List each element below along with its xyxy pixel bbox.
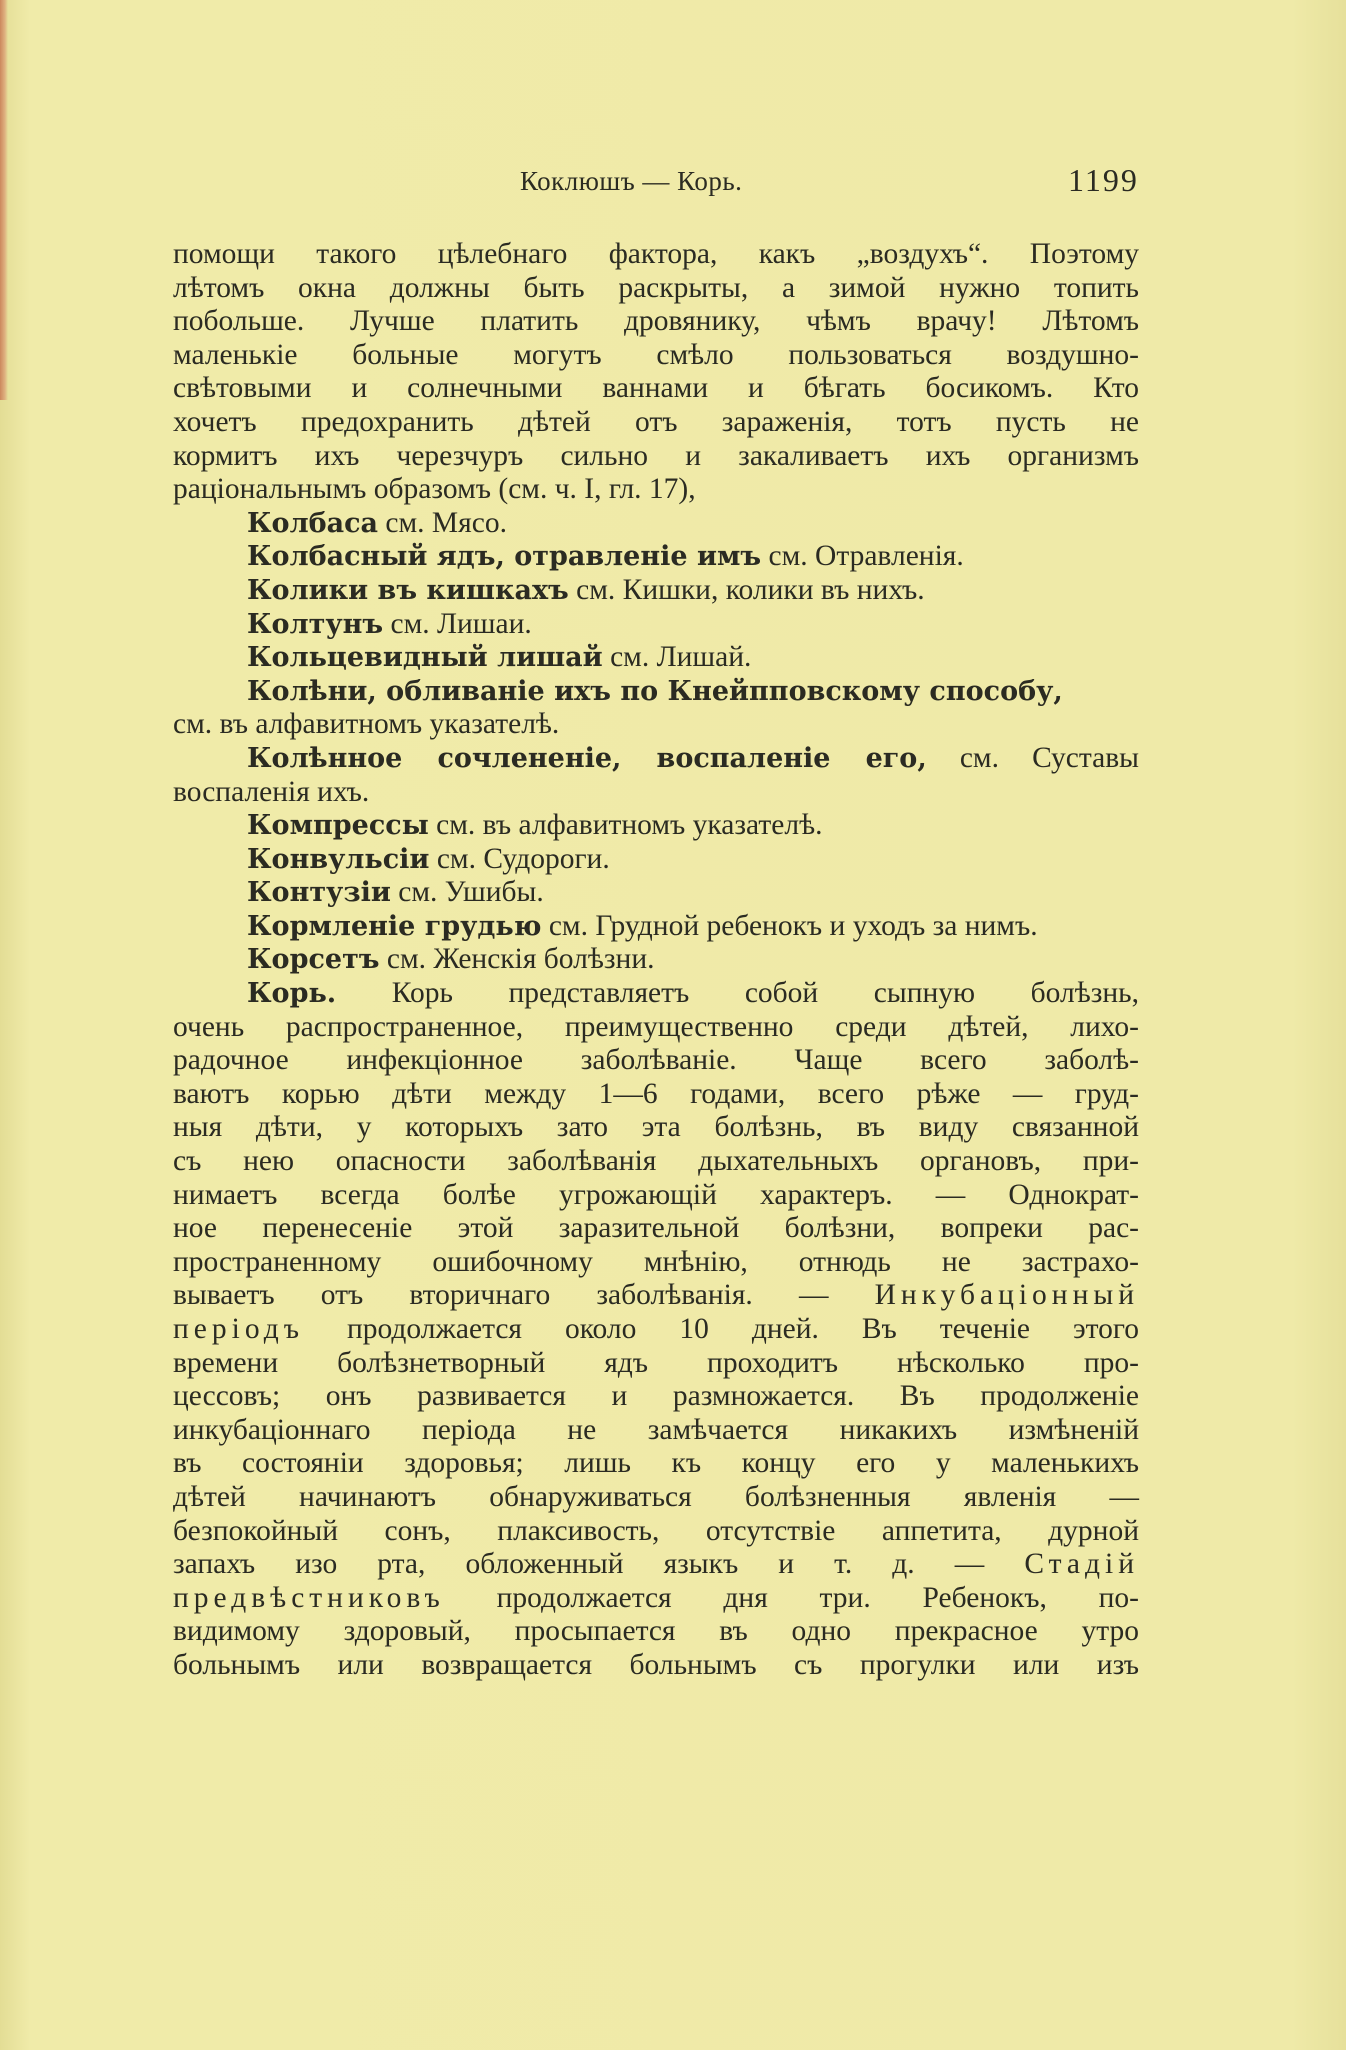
index-entry — [173, 809, 1139, 843]
article-koryu-start — [173, 977, 1139, 1011]
text-line: съ нею опасности заболѣванія дыхательныхъ органовъ, при- — [173, 1145, 1139, 1178]
page-number: 1199 — [1068, 162, 1139, 198]
entry-term: Колбаса — [247, 507, 379, 539]
text-line: ныя дѣти, у которыхъ зато эта болѣзнь, въ виду связанной — [173, 1111, 1139, 1144]
index-entry — [173, 943, 1139, 977]
entry-reference: см. Женскія болѣзни. — [386, 943, 655, 976]
entry-term: Корсетъ — [247, 944, 380, 976]
spaced-term: предвѣстниковъ — [173, 1581, 445, 1614]
text-line — [173, 1279, 1139, 1313]
text-line: инкубаціоннаго періода не замѣчается никакихъ измѣненій — [173, 1413, 1139, 1446]
entry-term: Колбасный ядъ, отравленіе имъ — [247, 541, 762, 573]
text-line: очень распространенное, преимущественно среди дѣтей, лихо- — [173, 1010, 1139, 1043]
text-line: кормитъ ихъ черезчуръ сильно и закаливаетъ ихъ организмъ — [173, 439, 1139, 472]
text-line: въ состояніи здоровья; лишь къ концу его у маленькихъ — [173, 1447, 1139, 1480]
text-line: цессовъ; онъ развивается и размножается. Въ продолженіе — [173, 1380, 1139, 1413]
index-entry — [173, 507, 1139, 541]
index-entry — [173, 742, 1139, 776]
entry-reference: см. Грудной ребенокъ и уходъ за нимъ. — [548, 909, 1038, 942]
text-line: дѣтей начинаютъ обнаруживаться болѣзненныя явленія — — [173, 1480, 1139, 1513]
text-block — [173, 238, 1139, 1683]
entry-reference: см. Лишаи. — [390, 607, 532, 640]
text-segment: продолжается дня три. Ребенокъ, по- — [496, 1581, 1139, 1614]
entry-reference: см. въ алфавитномъ указателѣ. — [436, 809, 823, 842]
entry-term: Компрессы — [247, 810, 429, 842]
text-line: больнымъ или возвращается больнымъ съ прогулки или изъ — [173, 1648, 1139, 1681]
entry-reference: см. Судороги. — [436, 842, 610, 875]
text-line: маленькіе больные могутъ смѣло пользоваться воздушно- — [173, 338, 1139, 371]
entry-reference: см. Суставы — [959, 741, 1139, 774]
text-line: видимому здоровый, просыпается въ одно прекрасное утро — [173, 1615, 1139, 1648]
running-title: Коклюшъ — Корь. — [520, 166, 743, 196]
entry-term: Кольцевидный лишай — [247, 642, 603, 674]
text-line — [173, 1548, 1139, 1582]
spaced-term: періодъ — [173, 1313, 304, 1345]
text-line — [173, 1313, 1139, 1347]
text-segment: запахъ изо рта, обложенный языкъ и т. д. — — [173, 1548, 985, 1581]
entry-term: Колѣнное сочлененіе, воспаленіе его, — [247, 742, 927, 774]
article-text: Корь представляетъ собой сыпную болѣзнь, — [391, 977, 1140, 1010]
text-line: радочное инфекціонное заболѣваніе. Чаще всего заболѣ- — [173, 1044, 1139, 1077]
entry-term: Колѣни, обливаніе ихъ по Кнейпповскому способу, — [247, 675, 1063, 707]
text-line — [173, 1582, 1139, 1616]
text-line: ное перенесеніе этой заразительной болѣзни, вопреки рас- — [173, 1212, 1139, 1245]
text-line: времени болѣзнетворный ядъ проходитъ нѣсколько про- — [173, 1346, 1139, 1379]
text-line: хочетъ предохранить дѣтей отъ зараженія, тотъ пусть не — [173, 405, 1139, 438]
text-line: пространенному ошибочному мнѣнію, отнюдь не застрахо- — [173, 1245, 1139, 1278]
entry-reference: см. Мясо. — [385, 506, 507, 539]
index-entry-continuation: см. въ алфавитномъ указателѣ. — [173, 708, 560, 741]
index-entry-continuation: воспаленія ихъ. — [173, 775, 370, 808]
text-line: нимаетъ всегда болѣе угрожающій характеръ. — Однократ- — [173, 1178, 1139, 1211]
entry-term: Корь. — [247, 978, 337, 1010]
index-entry — [173, 608, 1139, 642]
entry-reference: см. Кишки, колики въ нихъ. — [576, 573, 925, 606]
text-line: ваютъ корью дѣти между 1—6 годами, всего рѣже — груд- — [173, 1077, 1139, 1110]
entry-reference: см. Отравленія. — [768, 540, 964, 573]
text-line: побольше. Лучше платить дровянику, чѣмъ врачу! Лѣтомъ — [173, 305, 1139, 338]
index-entry — [173, 574, 1139, 608]
spaced-term: Инкубаціонный — [874, 1279, 1139, 1312]
text-line: раціональнымъ образомъ (см. ч. I, гл. 17), — [173, 473, 696, 506]
entry-reference: см. Лишай. — [610, 641, 752, 674]
text-line: свѣтовыми и солнечными ваннами и бѣгать босикомъ. Кто — [173, 372, 1139, 405]
text-line: лѣтомъ окна должны быть раскрыты, а зимой нужно топить — [173, 271, 1139, 304]
index-entry — [173, 843, 1139, 877]
entry-reference: см. Ушибы. — [398, 876, 544, 909]
entry-term: Кормленіе грудью — [247, 910, 542, 942]
running-header — [0, 162, 1346, 206]
entry-term: Колики въ кишкахъ — [247, 574, 569, 606]
text-line: помощи такого цѣлебнаго фактора, какъ „воздухъ“. Поэтому — [173, 238, 1139, 270]
text-segment: вываетъ отъ вторичнаго заболѣванія. — — [173, 1279, 829, 1312]
index-entry — [173, 540, 1139, 574]
entry-term: Контузіи — [247, 877, 391, 909]
entry-term: Конвульсіи — [247, 843, 430, 875]
spaced-term: Стадій — [1024, 1548, 1139, 1581]
text-segment: продолжается около 10 дней. Въ теченіе этого — [346, 1313, 1140, 1345]
index-entry — [173, 641, 1139, 675]
index-entry — [173, 675, 1139, 709]
entry-term: Колтунъ — [247, 608, 384, 640]
text-line: безпокойный сонъ, плаксивость, отсутствіе аппетита, дурной — [173, 1514, 1139, 1547]
index-entry — [173, 910, 1139, 944]
index-entry — [173, 876, 1139, 910]
